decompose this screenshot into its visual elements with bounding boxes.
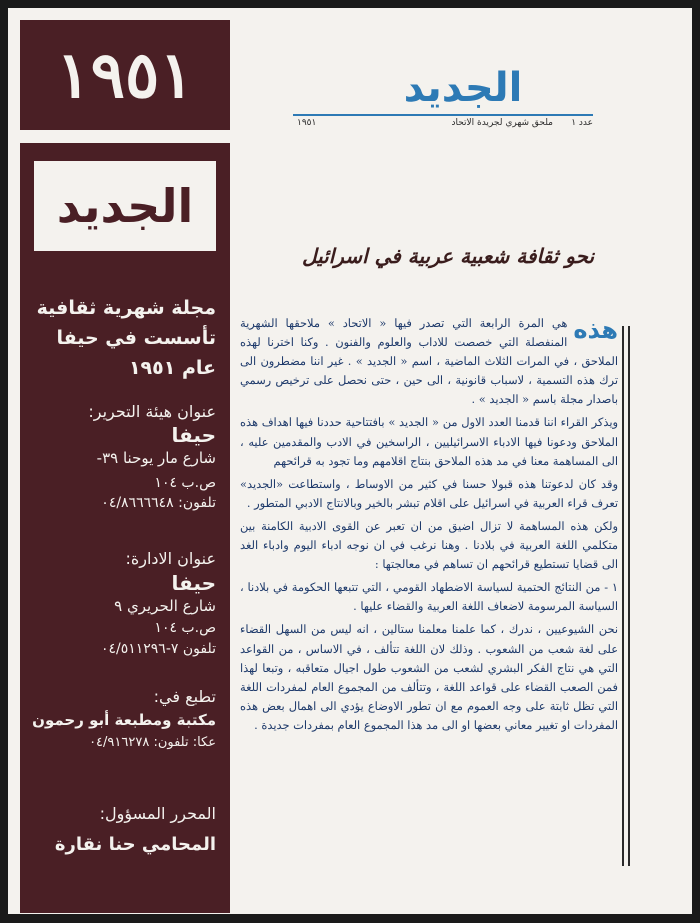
masthead-info	[293, 118, 593, 132]
headline: نحو ثقافة شعبية عربية في اسرائيل	[301, 244, 595, 268]
dropcap: هذه	[573, 316, 618, 344]
administration-city: حيفا	[171, 571, 216, 595]
article-paragraph: ١ - من النتائج الحتمية لسياسة الاضطهاد القومي ، التي تتبعها الحكومة في بلادنا ، السياسة المرسومة لاضعاف اللغة العربية والقضاء عليها .	[240, 580, 618, 614]
administration-label: عنوان الادارة:	[125, 549, 216, 568]
responsible-label: المحرر المسؤول:	[99, 804, 216, 823]
subtitle	[28, 293, 216, 383]
printing-label: تطبع في:	[153, 687, 216, 706]
editorial-label: عنوان هيئة التحرير:	[88, 402, 216, 421]
printing-name: مكتبة ومطبعة أبو رحمون	[32, 711, 216, 729]
article-paragraph: وقد كان لدعوتنا هذه قبولا حسنا في كثير من الاوساط ، واستطاعت «الجديد» تعرف قراء العربية في اسرائيل على اقلام تبشر بالخير وبالانتاج الادبي المتطور .	[240, 476, 618, 510]
magazine-cover	[8, 8, 692, 914]
info-panel	[20, 143, 230, 913]
article-paragraph: هذه هي المرة الرابعة التي تصدر فيها « الاتحاد » ملاحقها الشهرية المنفصلة التي خصصت للاداب والعلوم والفنون . وكنا اخترنا لهذه الملاحق ، في المرات الثلاث الماضية ، اسم « الجديد » . غير اننا مضطرون الى ترك هذه التسمية ، لاسباب قانونية ، الى حين ، حتى نحصل على ترخيص رسمي باصدار مجلة باسم « الجديد » .	[240, 316, 618, 407]
subtitle-line-1: مجلة شهرية ثقافية	[36, 297, 216, 319]
responsible-name: المحامي حنا نقارة	[54, 834, 216, 855]
issue-number: عدد ١	[571, 118, 593, 128]
masthead-rule	[293, 114, 593, 116]
editorial-pobox: ص.ب ١٠٤	[154, 475, 216, 491]
article-body	[240, 314, 618, 735]
masthead-description: ملحق شهري لجريدة الاتحاد	[451, 118, 553, 128]
editorial-street: شارع مار يوحنا ٣٩-	[96, 449, 216, 467]
article-paragraph: ولكن هذه المساهمة لا تزال اضيق من ان تعبر عن القوى الادبية الكامنة بين متكلمي اللغة العربية في بلادنا . وهنا نرغب في ان نوجه ادباء اليوم وادباء الغد الى قضايا تستطيع قرائحهم ان تساهم في معالجتها :	[240, 518, 618, 572]
sidebar	[8, 8, 238, 914]
year-banner: ١٩٥١	[20, 20, 230, 130]
logo: الجديد	[34, 161, 216, 251]
masthead-year: ١٩٥١	[297, 118, 317, 128]
column-rule-2	[628, 326, 630, 866]
column-rule-1	[622, 326, 624, 866]
administration-phone: تلفون ٧-٠٤/٥١١٢٩٦	[100, 641, 216, 657]
administration-street: شارع الحريري ٩	[114, 597, 216, 615]
printing-phone: عكا: تلفون: ٠٤/٩١٦٢٧٨	[89, 735, 216, 750]
editorial-city: حيفا	[171, 423, 216, 447]
article-paragraph: نحن الشيوعيين ، ندرك ، كما علمنا معلمنا ستالين ، انه ليس من السهل القضاء على لغة شعب من الشعوب . وذلك لان اللغة تتألف ، في الاساس ، من القواعد التي هي نتاج الفكر البشري لشعب من الشعوب طول اجيال متعاقبه ، وتبعا لهذا فمن الصعب القضاء على قواعد اللغة ، وتتألف من المجموع العام لمفردات اللغة التي تظل ثابتة على وجه العموم مع ان تطور الاوضاع يؤدي الى اهمال بعض هذه المفردات او تغيير معاني بعضها او الى مد هذا المجموع العام بمفردات جديدة .	[240, 622, 618, 732]
subtitle-line-2: تأسست في حيفا عام ١٩٥١	[56, 327, 216, 379]
article-paragraph: ويذكر القراء اننا قدمنا العدد الاول من « الجديد » بافتتاحية حددنا فيها اهداف هذه الملاحق ودعونا فيها الادباء الاسرائيليين ، الراسخين في الادب والمقدمين عليه ، الى المساهمة معنا في مد هذه الملاحق بنتاج اقلامهم وما تجود به قرائحهم	[240, 415, 618, 468]
administration-pobox: ص.ب ١٠٤	[154, 620, 216, 636]
masthead-title: الجديد	[403, 65, 523, 111]
editorial-phone: تلفون: ٠٤/٨٦٦٦٦٤٨	[101, 495, 216, 511]
